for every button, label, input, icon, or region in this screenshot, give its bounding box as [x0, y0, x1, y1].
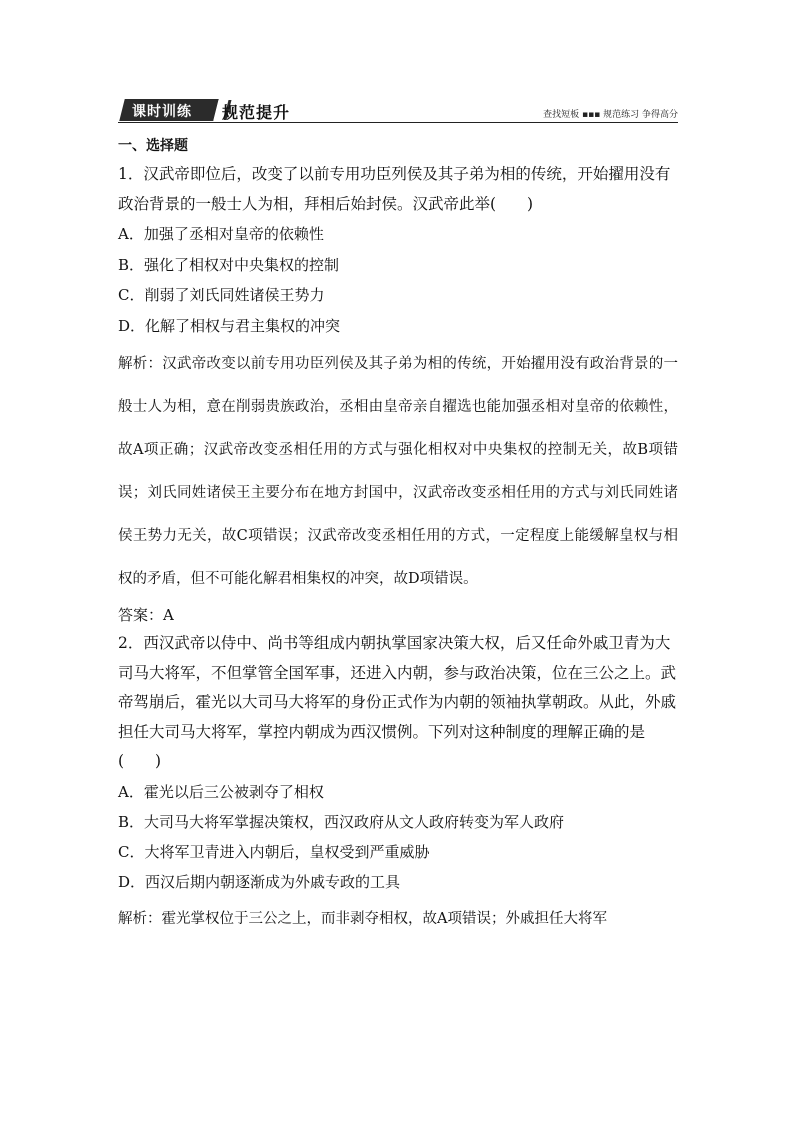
question-1-analysis: 解析：汉武帝改变以前专用功臣列侯及其子弟为相的传统，开始擢用没有政治背景的一般士人为相，意在削弱贵族政治，丞相由皇帝亲自擢选也能加强丞相对皇帝的依赖性，故A项正确；汉武帝改变丞相任用的方式与强化相权对中央集权的控制无关，故B项错误；刘氏同姓诸侯王主要分布在地方封国中，汉武帝改变丞相任用的方式与刘氏同姓诸侯王势力无关，故C项错误；汉武帝改变丞相任用的方式，一定程度上能缓解皇权与相权的矛盾，但不可能化解君相集权的冲突，故D项错误。: [118, 356, 678, 587]
question-1-stem: 1．汉武帝即位后，改变了以前专用功臣列侯及其子弟为相的传统，开始擢用没有政治背景的一般士人为相，拜相后始封侯。汉武帝此举( ): [118, 165, 671, 213]
header-rule: [118, 122, 678, 123]
question-1-option-c: C．削弱了刘氏同姓诸侯王势力: [118, 286, 325, 304]
page-content: [118, 133, 678, 939]
question-2-analysis: 解析：霍光掌权位于三公之上，而非剥夺相权，故A项错误；外戚担任大将军: [118, 910, 607, 927]
section-title: 一、选择题: [118, 138, 188, 154]
header-subtitle: 规范提升: [222, 103, 291, 122]
question-2-option-a: A．霍光以后三公被剥夺了相权: [118, 782, 324, 801]
question-1-option-b: B．强化了相权对中央集权的控制: [118, 255, 340, 274]
question-2-stem: 2．西汉武帝以侍中、尚书等组成内朝执掌国家决策大权，后又任命外戚卫青为大司马大将军，不但掌管全国军事，还进入内朝，参与政治决策，位在三公之上。武帝驾崩后，霍光以大司马大将军的身份正式作为内朝的领袖执掌朝政。从此，外戚担任大司马大将军，掌控内朝成为西汉惯例。下列对这种制度的理解正确的是( ): [118, 634, 677, 771]
question-1-option-d: D．化解了相权与君主集权的冲突: [118, 316, 341, 335]
header-slogan: 查找短板 ▪▪▪ 规范练习 争得高分: [543, 110, 678, 120]
question-2-option-d: D．西汉后期内朝逐渐成为外戚专政的工具: [118, 872, 401, 891]
page-header: [118, 98, 678, 124]
header-badge-text: 课时训练: [132, 104, 192, 120]
question-2-option-c: C．大将军卫青进入内朝后，皇权受到严重威胁: [118, 842, 430, 861]
question-1-option-a: A．加强了丞相对皇帝的依赖性: [118, 225, 324, 243]
question-2-option-b: B．大司马大将军掌握决策权，西汉政府从文人政府转变为军人政府: [118, 812, 565, 831]
question-1-answer: 答案：A: [118, 606, 174, 624]
